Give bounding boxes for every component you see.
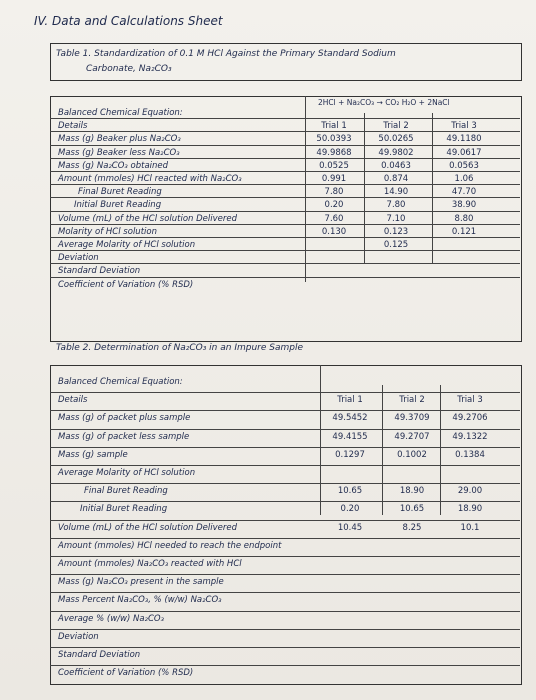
- row-value: 49.1322: [452, 431, 488, 442]
- row-value: Trial 2: [399, 395, 425, 406]
- table-row-rule: [50, 501, 520, 502]
- row-label: Final Buret Reading: [78, 187, 162, 198]
- table-row-rule: [50, 483, 520, 484]
- row-label: Details: [58, 121, 88, 132]
- table-row-rule: [50, 224, 520, 225]
- row-label: Mass (g) of packet plus sample: [58, 413, 191, 424]
- row-label: Initial Buret Reading: [74, 200, 162, 211]
- table-row-rule: [50, 592, 520, 593]
- row-value: 29.00: [457, 486, 483, 497]
- row-value: 49.9802: [378, 147, 414, 158]
- row-label: Coefficient of Variation (% RSD): [58, 279, 194, 290]
- row-value: 0.0563: [449, 160, 479, 171]
- row-value: 0.874: [383, 174, 409, 184]
- table-row-rule: [50, 197, 520, 198]
- row-value: Trial 1: [321, 121, 347, 132]
- row-value: 18.90: [457, 504, 483, 515]
- table-row-rule: [50, 184, 520, 185]
- row-value: 18.90: [399, 486, 425, 497]
- row-value: 49.1180: [446, 134, 482, 145]
- table-row-rule: [50, 118, 520, 119]
- row-label: Final Buret Reading: [84, 486, 168, 497]
- row-value: 0.121: [451, 226, 477, 237]
- row-label: Amount (mmoles) HCl needed to reach the endpoint: [58, 540, 282, 551]
- row-value: 49.2707: [394, 431, 430, 442]
- row-label: Molarity of HCl solution: [58, 226, 157, 237]
- row-value: 0.991: [321, 174, 347, 184]
- row-value: 0.1384: [455, 449, 485, 460]
- table-row-rule: [50, 145, 520, 146]
- row-value: 49.0617: [446, 147, 482, 158]
- row-value: 7.80: [386, 200, 406, 211]
- row-value: 49.4155: [332, 431, 368, 442]
- table-row-rule: [50, 647, 520, 648]
- row-value: 10.1: [460, 522, 480, 533]
- table-row-rule: [50, 131, 520, 132]
- row-value: 0.1297: [335, 449, 365, 460]
- row-value: 49.3709: [394, 413, 430, 424]
- table1-equation: 2HCl + Na₂CO₃ → CO₂ H₂O + 2NaCl: [318, 98, 450, 107]
- table-row-rule: [50, 392, 520, 393]
- row-value: 7.10: [386, 213, 406, 224]
- row-value: 1.06: [454, 174, 474, 184]
- row-label: Initial Buret Reading: [80, 504, 168, 515]
- page-title: IV. Data and Calculations Sheet: [34, 14, 223, 28]
- row-value: Trial 3: [457, 395, 483, 406]
- row-value: 8.80: [454, 213, 474, 224]
- table-row-rule: [50, 665, 520, 666]
- row-label: Standard Deviation: [58, 266, 141, 277]
- row-label: Mass (g) Na₂CO₃ present in the sample: [58, 577, 224, 588]
- table-row-rule: [50, 447, 520, 448]
- table-row-rule: [50, 429, 520, 430]
- row-label: Average Molarity of HCl solution: [58, 468, 196, 478]
- row-label: Mass (g) of packet less sample: [58, 431, 190, 442]
- row-value: 0.125: [383, 240, 409, 250]
- table-row-rule: [50, 277, 520, 278]
- table-row-rule: [50, 520, 520, 521]
- row-label: Mass (g) sample: [58, 449, 128, 460]
- row-label: Coefficient of Variation (% RSD): [58, 668, 194, 679]
- row-value: 8.25: [402, 522, 422, 533]
- table1-caption-line2: Carbonate, Na₂CO₃: [86, 64, 172, 74]
- row-value: 0.0463: [381, 160, 411, 171]
- row-value: 0.130: [321, 226, 347, 237]
- row-value: 0.0525: [319, 160, 349, 171]
- row-value: 10.65: [399, 504, 425, 515]
- row-value: Trial 3: [451, 121, 477, 132]
- table-row-rule: [50, 465, 520, 466]
- row-value: 10.65: [337, 486, 363, 497]
- row-value: 47.70: [451, 187, 477, 198]
- row-value: 7.60: [324, 213, 344, 224]
- row-value: 49.5452: [332, 413, 368, 424]
- row-label: Mass (g) Na₂CO₃ obtained: [58, 160, 169, 171]
- row-value: 0.123: [383, 226, 409, 237]
- row-label: Volume (mL) of the HCl solution Delivered: [58, 522, 238, 533]
- row-label: Deviation: [58, 631, 99, 642]
- table-row-rule: [50, 211, 520, 212]
- table-row-rule: [50, 574, 520, 575]
- row-value: 0.1002: [397, 449, 427, 460]
- table-row-rule: [50, 611, 520, 612]
- table-row-rule: [50, 263, 520, 264]
- row-value: 49.2706: [452, 413, 488, 424]
- row-value: 50.0265: [378, 134, 414, 145]
- row-value: 10.45: [337, 522, 363, 533]
- row-label: Volume (mL) of the HCl solution Delivered: [58, 213, 238, 224]
- row-label: Amount (mmoles) HCl reacted with Na₂CO₃: [58, 174, 242, 184]
- row-label: Balanced Chemical Equation:: [58, 377, 183, 387]
- row-label: Balanced Chemical Equation:: [58, 108, 183, 118]
- row-value: 38.90: [451, 200, 477, 211]
- row-value: 0.20: [340, 504, 360, 515]
- table-row-rule: [50, 629, 520, 630]
- row-label: Amount (mmoles) Na₂CO₃ reacted with HCl: [58, 559, 242, 569]
- row-value: 7.80: [324, 187, 344, 198]
- row-label: Mass (g) Beaker plus Na₂CO₃: [58, 134, 181, 145]
- table-row-rule: [50, 250, 520, 251]
- table-row-rule: [50, 556, 520, 557]
- row-label: Average % (w/w) Na₂CO₃: [58, 613, 164, 624]
- row-label: Details: [58, 395, 88, 406]
- row-label: Mass Percent Na₂CO₃, % (w/w) Na₂CO₃: [58, 595, 222, 606]
- table2-caption: Table 2. Determination of Na₂CO₃ in an Impure Sample: [56, 343, 304, 353]
- row-value: Trial 2: [383, 121, 409, 132]
- row-value: 14.90: [383, 187, 409, 198]
- table-row-rule: [50, 158, 520, 159]
- row-label: Mass (g) Beaker less Na₂CO₃: [58, 147, 180, 158]
- row-value: Trial 1: [337, 395, 363, 406]
- row-value: 0.20: [324, 200, 344, 211]
- row-value: 50.0393: [316, 134, 352, 145]
- row-label: Standard Deviation: [58, 650, 141, 660]
- table-row-rule: [50, 237, 520, 238]
- row-label: Deviation: [58, 253, 99, 264]
- table-row-rule: [50, 410, 520, 411]
- row-label: Average Molarity of HCl solution: [58, 240, 196, 250]
- table1-caption-line1: Table 1. Standardization of 0.1 M HCl Against the Primary Standard Sodium: [56, 49, 396, 59]
- table-row-rule: [50, 171, 520, 172]
- table-row-rule: [50, 538, 520, 539]
- row-value: 49.9868: [316, 147, 352, 158]
